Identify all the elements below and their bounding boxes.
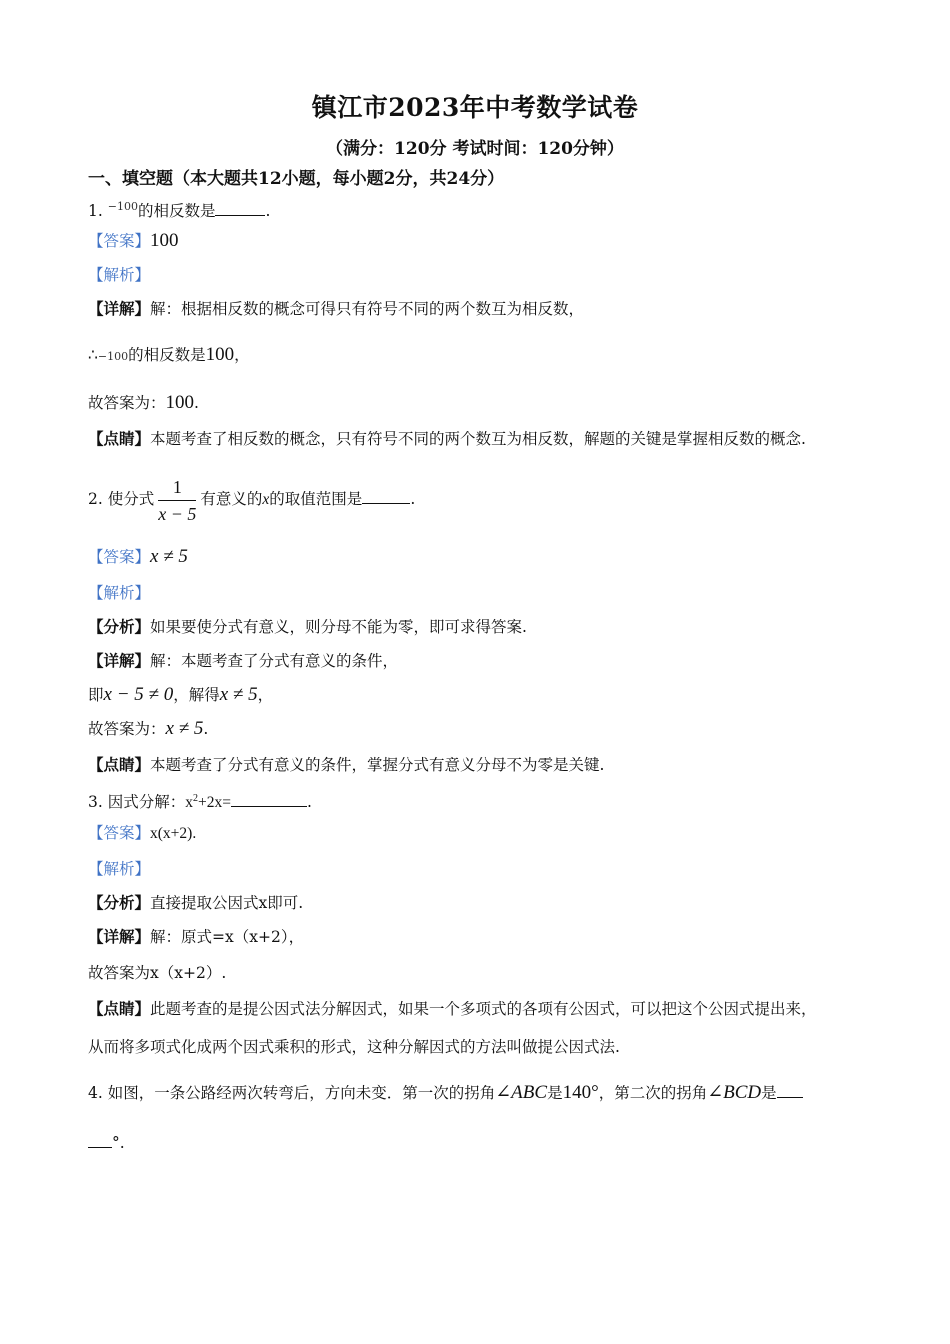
q3-analysis-tag: 【解析】: [88, 860, 151, 878]
q3-question: 3. 因式分解：$x^2+2x=$ .: [88, 793, 312, 812]
q3-detail: 【详解】解：原式=x（x+2），: [88, 927, 305, 946]
answer-blank: [231, 792, 307, 807]
q3-answer: 【答案】x(x+2).: [88, 824, 197, 842]
q1-detail: 【详解】解：根据相反数的概念可得只有符号不同的两个数互为相反数，: [88, 299, 585, 318]
q2-question: 2. 使分式 $\frac{1}{x - 5}$ 有意义的x的取值范围是 .: [88, 476, 416, 524]
page-title: 镇江市2023年中考数学试卷: [311, 93, 639, 122]
answer-blank: [777, 1083, 803, 1098]
q1-answer: 【答案】100: [88, 230, 179, 251]
q2-analysis-tag: 【解析】: [88, 584, 151, 602]
q1-therefore: ∴−100的相反数是100，: [88, 344, 250, 365]
q2-solve: 即x − 5 ≠ 0，解得x ≠ 5，: [88, 684, 274, 705]
answer-blank: [88, 1133, 112, 1148]
q2-answer: 【答案】x ≠ 5: [88, 546, 188, 567]
q1-final: 故答案为：100.: [88, 392, 199, 413]
fraction: $\frac{1}{x - 5}$: [158, 476, 197, 524]
q1-question: 1. $^{-100}$的相反数是 .: [88, 200, 271, 221]
q3-analyze: 【分析】直接提取公因式x即可.: [88, 893, 304, 912]
q3-comment: 【点睛】此题考查的是提公因式法分解因式，如果一个多项式的各项有公因式，可以把这个公因式提出来，: [88, 999, 817, 1018]
answer-blank: [215, 201, 265, 216]
q2-analyze: 【分析】如果要使分式有意义，则分母不能为零，即可求得答案.: [88, 617, 527, 636]
q1-analysis-tag: 【解析】: [88, 266, 151, 284]
q3-comment-cont: 从而将多项式化成两个因式乘积的形式，这种分解因式的方法叫做提公因式法.: [88, 1038, 620, 1056]
q1-comment: 【点睛】本题考查了相反数的概念，只有符号不同的两个数互为相反数，解题的关键是掌握相反数的概念.: [88, 429, 806, 448]
q2-comment: 【点睛】本题考查了分式有意义的条件，掌握分式有意义分母不为零是关键.: [88, 755, 605, 774]
q2-detail: 【详解】解：本题考查了分式有意义的条件，: [88, 651, 399, 670]
q4-question: 4. 如图，一条公路经两次转弯后，方向未变．第一次的拐角∠ABC是140°，第二次的拐角∠BCD是: [88, 1082, 803, 1104]
q1-expr: −100: [107, 200, 138, 213]
q4-question-cont: °.: [88, 1132, 125, 1154]
answer-blank: [362, 489, 410, 504]
page-subtitle: （满分：120分 考试时间：120分钟）: [326, 139, 624, 159]
section-heading: 一、填空题（本大题共12小题，每小题2分，共24分）: [88, 169, 505, 189]
q2-final: 故答案为：x ≠ 5.: [88, 718, 209, 739]
q3-final: 故答案为x（x+2）.: [88, 964, 227, 982]
